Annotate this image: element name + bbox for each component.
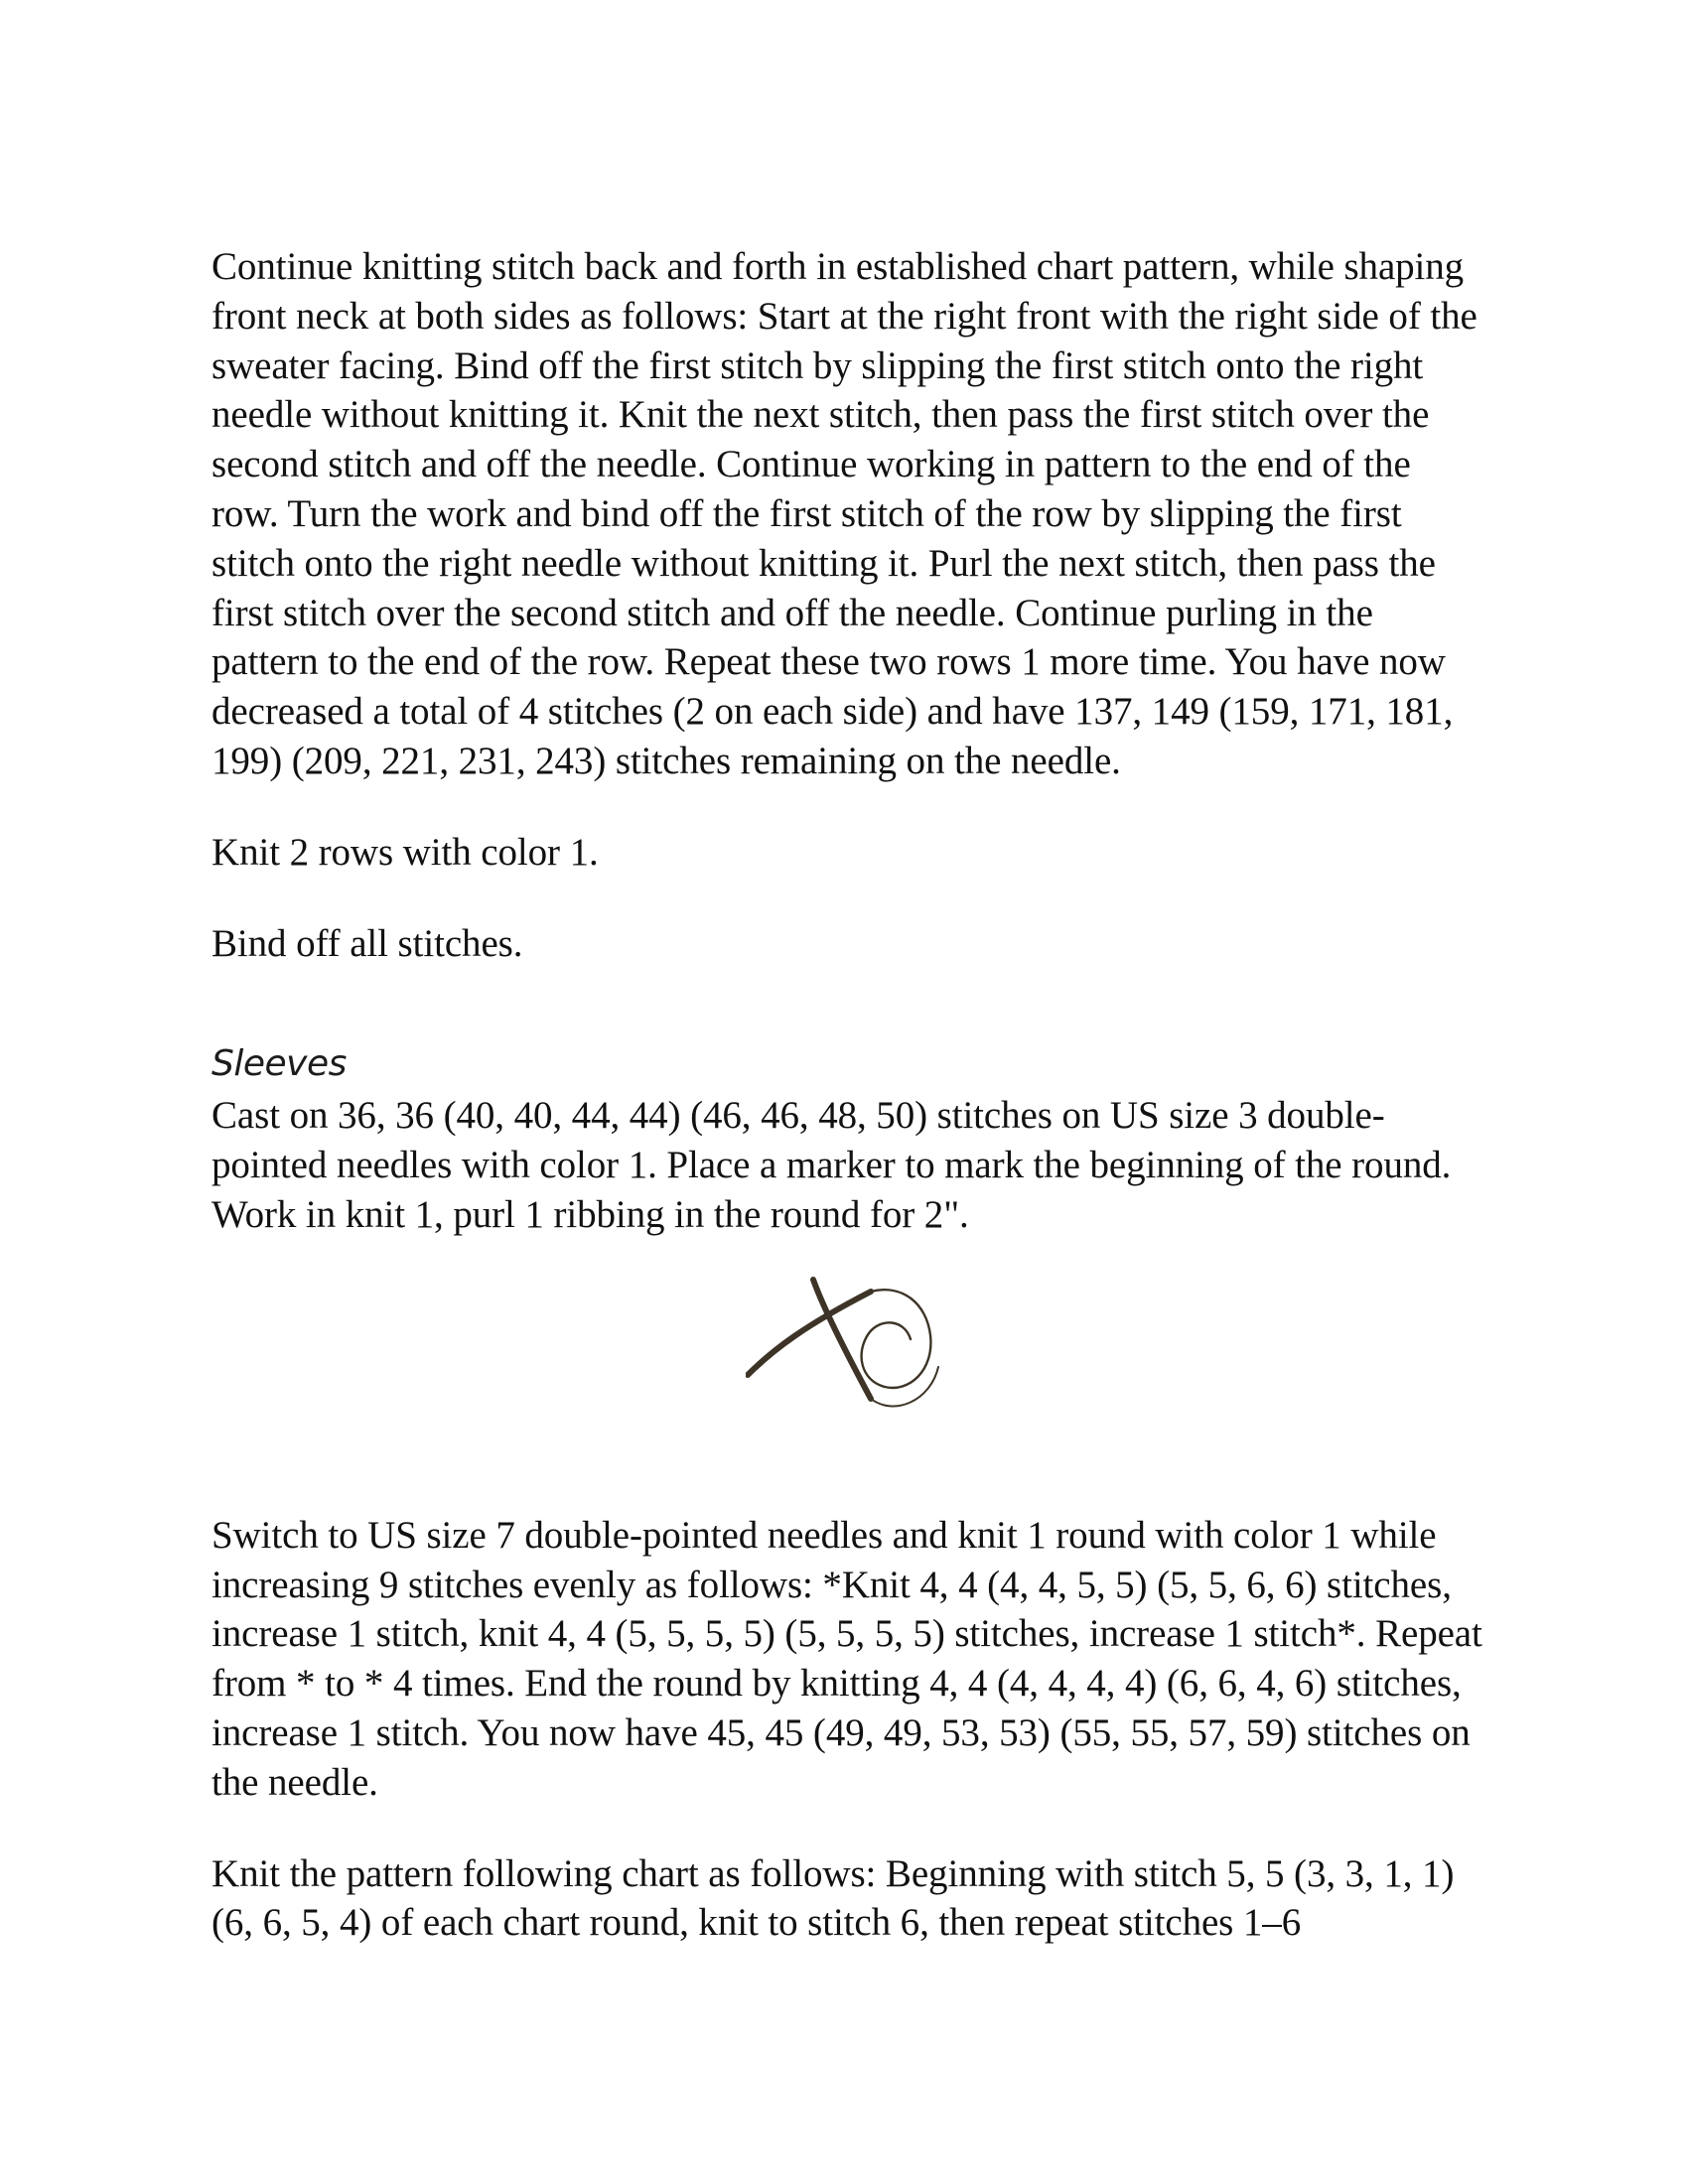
paragraph-neck-shaping: Continue knitting stitch back and forth in established chart pattern, while shaping front neck at both sides as follows: Start at the right front with the right side of the sweater facing. Bind off the first stitch by slipping the first stitch onto the right needle without knitting it. Knit the next stitch, then pass the first stitch over the second stitch and off the needle. Continue working in pattern to the end of the row. Turn the work and bind off the first stitch of the row by slipping the first stitch onto the right needle without knitting it. Purl the next stitch, then pass the first stitch over the second stitch and off the needle. Continue purling in the pattern to the end of the row. Repeat these two rows 1 more time. You have now decreased a total of 4 stitches (2 on each side) and have 137, 149 (159, 171, 181, 199) (209, 221, 231, 243) stitches remaining on the needle. bbox=[211, 245, 1477, 782]
ornament-divider bbox=[211, 1268, 1482, 1461]
paragraph-switch-needles: Switch to US size 7 double-pointed needles and knit 1 round with color 1 while increasing 9 stitches evenly as follows: *Knit 4, 4 (4, 4, 5, 5) (5, 5, 6, 6) stitches, increase 1 stitch, knit 4, 4 (5, 5, 5, 5) (5, 5, 5, 5) stitches, increase 1 stitch*. Repeat from * to * 4 times. End the round by knitting 4, 4 (4, 4, 4, 4) (6, 6, 4, 6) stitches, increase 1 stitch. You now have 45, 45 (49, 49, 53, 53) (55, 55, 57, 59) stitches on the needle. bbox=[211, 1513, 1482, 1804]
paragraph-cast-on: Cast on 36, 36 (40, 40, 44, 44) (46, 46, 48, 50) stitches on US size 3 double-pointed needles with color 1. Place a marker to mark the beginning of the round. Work in knit 1, purl 1 ribbing in the round for 2". bbox=[211, 1094, 1452, 1236]
circular-needle-icon bbox=[746, 1268, 954, 1436]
paragraph-bind-off: Bind off all stitches. bbox=[211, 921, 523, 965]
paragraph-knit-rows: Knit 2 rows with color 1. bbox=[211, 830, 599, 874]
section-heading-sleeves: Sleeves bbox=[211, 1043, 347, 1085]
document-page bbox=[211, 242, 1482, 1948]
paragraph-chart-pattern: Knit the pattern following chart as follows: Beginning with stitch 5, 5 (3, 3, 1, 1) (6, 6, 5, 4) of each chart round, knit to stitch 6, then repeat stitches 1–6 bbox=[211, 1851, 1455, 1945]
